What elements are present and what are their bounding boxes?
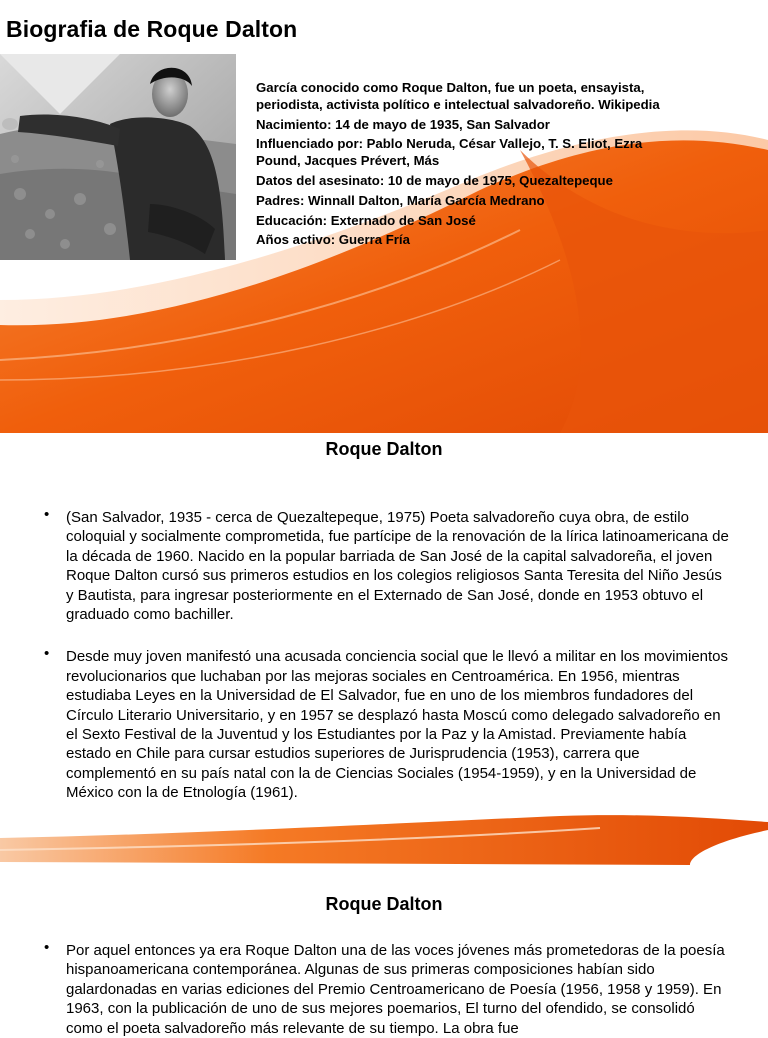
paragraph-social-conscience: Desde muy joven manifestó una acusada conciencia social que le llevó a militar en los movimientos revolucionarios que luchaban por las mejoras sociales en Centroamérica. En 1956, mientras estudiaba Leyes en la Universidad de El Salvador, fue en uno de los miembros fundadores del Círculo Literario Universitario, y en 1957 se desplazó hasta Moscú como delegado salvadoreño en el Sexto Festival de la Juventud y los Estudiantes por la Paz y la Amistad. Previamente había estado en Chile para cursar estudios superiores de Jurisprudencia (1953), carrera que complementó en su país natal con la de Ciencias Sociales (1954-1959), y en la Universidad de México con la de Etnología (1961). — [66, 648, 729, 802]
slide-3-title: Roque Dalton — [325, 894, 443, 914]
list-item — [42, 508, 732, 624]
paragraph-poetic-career: Por aquel entonces ya era Roque Dalton una de las voces jóvenes más prometedoras de la poesía hispanoamericana contemporánea. Algunas de sus primeras composiciones habían sido galardonadas en varias ediciones del Premio Centroamericano de Poesía (1956, 1958 y 1959). En 1963, con la publicación de uno de sus mejores poemarios, El turno del ofendido, se consolidó como el poeta salvadoreño más relevante de su tiempo. La obra fue — [66, 942, 725, 1037]
orange-wave-band — [0, 810, 768, 868]
list-item — [42, 647, 732, 802]
fact-influences: Influenciado por: Pablo Neruda, César Vallejo, T. S. Eliot, Ezra Pound, Jacques Prévert, Más — [256, 136, 643, 169]
page-title: Biografia de Roque Dalton — [6, 16, 298, 42]
fact-education: Educación: Externado de San José — [256, 212, 476, 228]
fact-birth: Nacimiento: 14 de mayo de 1935, San Salvador — [256, 116, 550, 132]
biography-facts — [256, 80, 676, 252]
slide-2-title: Roque Dalton — [325, 439, 443, 459]
bullet-icon: • — [44, 506, 50, 523]
fact-death: Datos del asesinato: 10 de mayo de 1975, Quezaltepeque — [256, 172, 613, 188]
fact-years-active: Años activo: Guerra Fría — [256, 232, 410, 248]
slide-2-bullets — [42, 508, 732, 803]
slide-3-bullets — [42, 941, 732, 1038]
slide-biography-summary — [0, 0, 768, 433]
bullet-icon: • — [44, 939, 50, 956]
fact-parents: Padres: Winnall Dalton, María García Medrano — [256, 192, 545, 208]
list-item — [42, 941, 732, 1038]
roque-dalton-photo — [0, 54, 236, 260]
paragraph-early-life: (San Salvador, 1935 - cerca de Quezaltepeque, 1975) Poeta salvadoreño cuya obra, de estilo coloquial y socialmente comprometida, fue partícipe de la renovación de la lírica latinoamericana de la década de 1960. Nacido en la popular barriada de San José de la capital salvadoreña, el joven Roque Dalton cursó sus primeros estudios en los colegios religiosos Santa Teresita del Niño Jesús y Bautista, para ingresar posteriormente en el Externado de San José, donde en 1953 obtuvo el graduado como bachiller. — [66, 509, 729, 624]
bullet-icon: • — [44, 645, 50, 663]
fact-summary: García conocido como Roque Dalton, fue un poeta, ensayista, periodista, activista político e intelectual salvadoreño. Wikipedia — [256, 80, 660, 112]
